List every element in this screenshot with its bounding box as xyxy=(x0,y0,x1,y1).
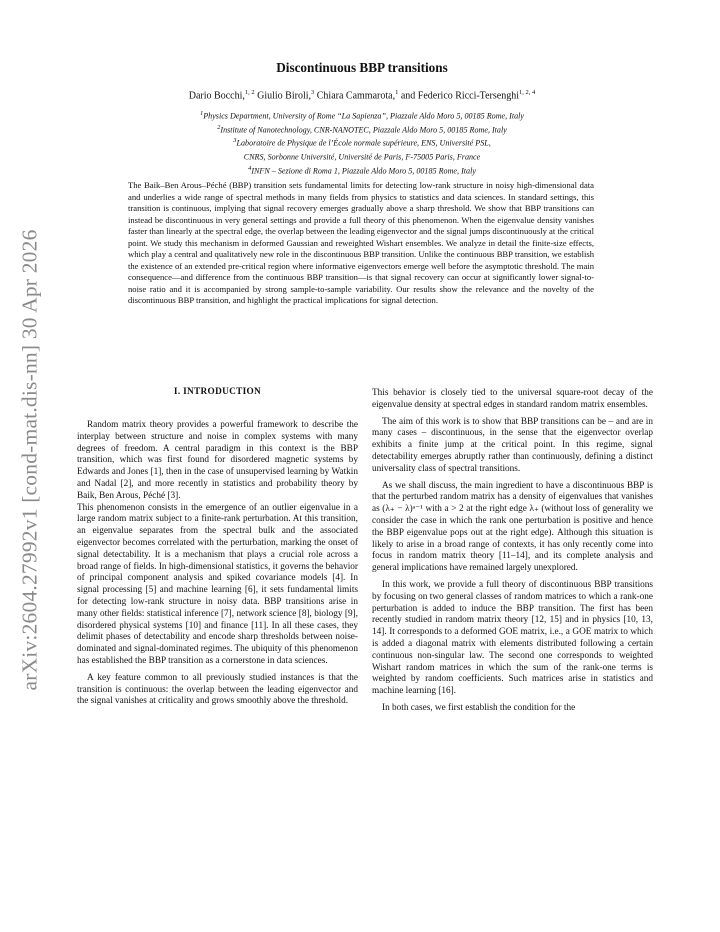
paragraph: A key feature common to all previously studied instances is that the transition is continuous: the overlap between the leading eigenvector and the signal vanishes at criticality and grows smoothly above the threshold. xyxy=(77,672,358,707)
author-name: Chiara Cammarota, xyxy=(316,90,396,102)
arxiv-id-text: arXiv:2604.27992v1 [cond-mat.dis-nn] 30 Apr 2026 xyxy=(17,229,42,691)
affiliation-text: INFN – Sezione di Roma 1, Piazzale Aldo Moro 5, 00185 Rome, Italy xyxy=(251,166,476,176)
author-affil-marker: 1, 2, 4 xyxy=(518,89,536,96)
affiliation-list xyxy=(77,108,647,176)
author-affil-marker: 1 xyxy=(395,89,399,96)
affiliation-marker: 2 xyxy=(217,123,221,131)
paragraph: Random matrix theory provides a powerful framework to describe the interplay between structure and noise in complex systems with many degrees of freedom. A central paradigm in this context is the BBP transition, which was first found for disordered magnetic systems by Edwards and Jones [1], then in the case of unsupervised learning by Watkin and Nadal [2], and more recently in statistics and probability theory by Baik, Ben Arous, Péché [3]. xyxy=(77,420,358,501)
author-name: and Federico Ricci-Tersenghi xyxy=(400,90,519,102)
affiliation-text: Physics Department, University of Rome “La Sapienza”, Piazzale Aldo Moro 5, 00185 Rome, Italy xyxy=(203,111,525,121)
abstract: The Baik–Ben Arous–Péché (BBP) transition sets fundamental limits for detecting low-rank structure in noisy high-dimensional data and underlies a wide range of spectral methods in many fields from physics to statistics and data sciences. In standard settings, this transition is continuous, implying that signal recovery emerges gradually above a sharp threshold. We show that BBP transitions can instead be discontinuous in very general settings and provide a full theory of this phenomenon. When the eigenvalue density vanishes faster than linearly at the spectral edge, the overlap between the leading eigenvector and the signal jumps discontinuously at the critical point. We study this mechanism in deformed Gaussian and reweighted Wishart ensembles. We analyze in detail the finite-size effects, which play a central and qualitatively new role in the discontinuous BBP transition. Unlike the continuous BBP transition, we establish the existence of an extended pre-critical region where informative eigenvectors emerge well before the asymptotic threshold. The main consequence—and difference from the continuous BBP transition—is that signal recovery can occur at significantly lower signal-to-noise ratio and it is accompanied by strong sample-to-sample variability. Our results show the relevance and the novelty of the discontinuous BBP transition, and highlight the practical implications for signal detection. xyxy=(128,180,594,305)
affiliation xyxy=(77,163,647,177)
affiliation xyxy=(77,108,647,122)
paragraph: As we shall discuss, the main ingredient to have a discontinuous BBP is that the perturbed random matrix has a density of eigenvalues that vanishes as (λ₊ − λ)ᵃ⁻¹ with a > 2 at the right edge λ₊ (without loss of generality we consider the case in which the rank one perturbation is positive and hence the BBP eigenvalue pops out at the right edge). Although this situation is likely to arise in a broad range of contexts, it has only recently come into focus in random matrix theory [11–14], and its complete analysis and general implications have remained largely unexplored. xyxy=(372,480,653,574)
affiliation-marker: 4 xyxy=(248,164,252,172)
left-column-body xyxy=(77,420,358,708)
paragraph: The aim of this work is to show that BBP transitions can be – and are in many cases – discontinuous, in the sense that the eigenvector overlap exhibits a finite jump at the critical point. In this regime, signal detectability emerges abruptly rather than continuously, defining a distinct universality class of spectral transitions. xyxy=(372,416,653,474)
affiliation-marker: 3 xyxy=(233,137,237,145)
affiliation-text: Laboratoire de Physique de l’École normale supérieure, ENS, Université PSL, xyxy=(236,139,491,149)
author-name: Dario Bocchi, xyxy=(188,90,245,102)
author-affil-marker: 1, 2 xyxy=(244,89,255,96)
affiliation xyxy=(77,122,647,136)
affiliation-text: Institute of Nanotechnology, CNR-NANOTEC, Piazzale Aldo Moro 5, 00185 Rome, Italy xyxy=(220,125,507,135)
paragraph: In both cases, we first establish the condition for the xyxy=(382,702,576,713)
author-name: Giulio Biroli, xyxy=(257,90,312,102)
affiliation-text: CNRS, Sorbonne Université, Université de Paris, F-75005 Paris, France xyxy=(243,152,481,162)
paragraph: In this work, we provide a full theory of discontinuous BBP transitions by focusing on two general classes of random matrices to which a rank-one perturbation is added to induce the BBP transition. The first has been recently studied in random matrix theory [12, 15] and in physics [10, 13, 14]. It corresponds to a deformed GOE matrix, i.e., a GOE matrix to which is added a diagonal matrix with elements distributed following a certain continuous non-singular law. The second one corresponds to weighted Wishart random matrices in which the sum of the rank-one terms is weighted by random coefficients. Such matrices arise in statistics and machine learning [16]. xyxy=(372,579,653,697)
paragraph: This phenomenon consists in the emergence of an outlier eigenvalue in a large random matrix subject to a finite-rank perturbation. At this transition, an eigenvalue separates from the spectral bulk and the associated eigenvector becomes correlated with the perturbation, marking the onset of signal detectability. It is a mechanism that plays a crucial role across a broad range of fields. In high-dimensional statistics, it governs the behavior of principal component analysis and spiked covariance models [4]. In signal processing [5] and machine learning [6], it sets fundamental limits for detecting low-rank structure in noisy data. BBP transitions arise in many other fields: statistical inference [7], network science [8], biology [9], disordered physical systems [10] and finance [11]. In all these cases, they delimit phases of detectability and encode sharp thresholds between noise-dominated and signal-dominated regimes. The ubiquity of this phenomenon has established the BBP transition as a cornerstone in data sciences. xyxy=(77,502,358,666)
right-column-body xyxy=(372,388,653,715)
affiliation-marker: 1 xyxy=(199,110,204,117)
section-heading-introduction: I. INTRODUCTION xyxy=(173,387,262,397)
paper-title: Discontinuous BBP transitions xyxy=(276,60,448,75)
arxiv-identifier-stamp xyxy=(8,200,52,720)
affiliation xyxy=(77,149,647,163)
affiliation xyxy=(77,135,647,149)
author-affil-marker: 3 xyxy=(311,89,315,96)
author-list xyxy=(77,89,647,101)
paragraph: This behavior is closely tied to the universal square-root decay of the eigenvalue density at spectral edges in standard random matrix ensembles. xyxy=(372,388,653,410)
